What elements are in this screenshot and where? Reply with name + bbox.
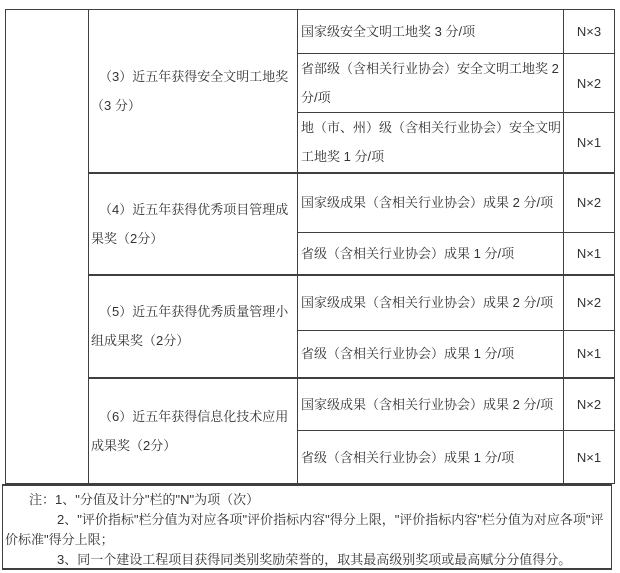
score-cell: N×2 bbox=[564, 378, 615, 431]
criterion-cell: 省级（含相关行业协会）成果 1 分/项 bbox=[298, 331, 564, 378]
score-cell: N×2 bbox=[564, 54, 615, 113]
table-row bbox=[6, 275, 615, 331]
score-cell: N×1 bbox=[564, 113, 615, 173]
criterion-cell: 地（市、州）级（含相关行业协会）安全文明工地奖 1 分/项 bbox=[298, 113, 564, 173]
table-row bbox=[6, 10, 615, 54]
note-line-2: 2、"评价指标"栏分值为对应各项"评价指标内容"得分上限，"评价指标内容"栏分值为对应各项"评价标准"得分上限； bbox=[5, 512, 604, 547]
criterion-cell: 国家级成果（含相关行业协会）成果 2 分/项 bbox=[298, 275, 564, 331]
score-cell: N×1 bbox=[564, 331, 615, 378]
criterion-cell: 省级（含相关行业协会）成果 1 分/项 bbox=[298, 431, 564, 484]
score-cell: N×1 bbox=[564, 233, 615, 275]
criterion-cell: 国家级成果（含相关行业协会）成果 2 分/项 bbox=[298, 173, 564, 233]
score-cell: N×2 bbox=[564, 275, 615, 331]
note-line-1: 注：1、"分值及计分"栏的"N"为项（次） bbox=[29, 492, 260, 507]
empty-spanner-cell bbox=[6, 10, 89, 484]
criterion-cell: 国家级成果（含相关行业协会）成果 2 分/项 bbox=[298, 378, 564, 431]
score-cell: N×3 bbox=[564, 10, 615, 54]
score-cell: N×1 bbox=[564, 431, 615, 484]
indicator-cell-3: （3）近五年获得安全文明工地奖（3 分） bbox=[89, 10, 298, 173]
criterion-cell: 省部级（含相关行业协会）安全文明工地奖 2 分/项 bbox=[298, 54, 564, 113]
notes-section bbox=[2, 484, 612, 570]
table-row bbox=[6, 173, 615, 233]
table-row bbox=[6, 378, 615, 431]
indicator-cell-5: （5）近五年获得优秀质量管理小组成果奖（2分） bbox=[89, 275, 298, 378]
evaluation-table bbox=[5, 9, 615, 484]
criterion-cell: 国家级安全文明工地奖 3 分/项 bbox=[298, 10, 564, 54]
note-line-3: 3、同一个建设工程项目获得同类别奖励荣誉的，取其最高级别奖项或最高赋分分值得分。 bbox=[57, 552, 572, 567]
indicator-cell-6: （6）近五年获得信息化技术应用成果奖（2分） bbox=[89, 378, 298, 484]
criterion-cell: 省级（含相关行业协会）成果 1 分/项 bbox=[298, 233, 564, 275]
score-cell: N×2 bbox=[564, 173, 615, 233]
indicator-cell-4: （4）近五年获得优秀项目管理成果奖（2分） bbox=[89, 173, 298, 275]
